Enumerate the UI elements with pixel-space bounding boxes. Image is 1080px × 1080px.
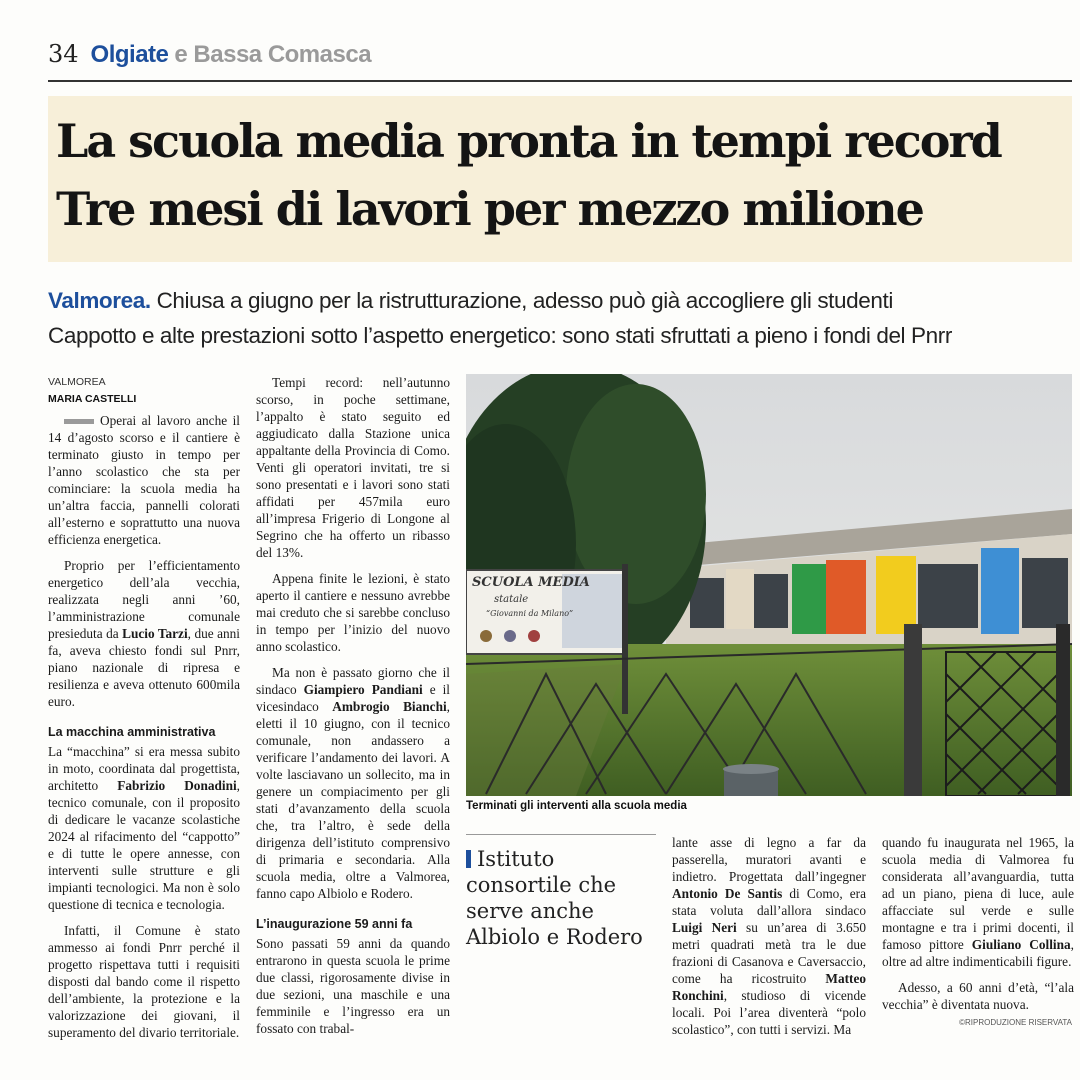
sign-name: “Giovanni da Milano”	[486, 609, 574, 618]
person-name: Giampiero Pandiani	[303, 682, 423, 697]
page-number: 34	[48, 40, 79, 68]
person-name: Luigi Neri	[672, 920, 737, 935]
pullquote-rule	[466, 834, 656, 835]
lead-bar	[64, 419, 94, 424]
headline-box	[48, 96, 1072, 262]
subheadline-text-1: Chiusa a giugno per la ristrutturazione, adesso può già accogliere gli studenti	[150, 288, 893, 313]
section-title[interactable]: Olgiate	[90, 41, 169, 68]
dateline-place: VALMOREA	[48, 376, 106, 388]
byline-author: MARIA CASTELLI	[48, 393, 137, 405]
section-header	[48, 40, 371, 76]
article-column-3	[672, 834, 866, 1038]
photo-caption: Terminati gli interventi alla scuola media	[466, 800, 687, 812]
pullquote-text: Istituto consortile che serve anche Albiolo e Rodero	[466, 847, 643, 949]
school-photo[interactable]	[466, 374, 1072, 796]
paragraph: lante asse di legno a far da passerella, muratori avanti e indietro. Progettata dall’ingegner Antonio De Santis di Como, era stata voluta dall’allora sindaco Luigi Neri su un’area di 3.650 metri quadrati metà tra le due frazioni di Casanova e Caversaccio, come ha ricostruito Matteo Ronchini, studioso di vicende locali. Poi l’area diventerà “polo scolastico”, con tutti i servizi. Ma	[672, 835, 866, 1037]
article-column-1	[48, 374, 240, 1041]
paragraph: La “macchina” si era messa subito in moto, coordinata dal progettista, architetto Fabrizio Donadini, tecnico comunale, con il proposito di dedicare le vacanze scolastiche 2024 al rifacimento del “cappotto” e di tutte le opere annesse, con interventi sulle strutture e gli impianti tecnologici. Ma non è solo questione di tecnica e tecnologia.	[48, 744, 240, 912]
sign-sub: statale	[494, 594, 529, 605]
paragraph: Sono passati 59 anni da quando entrarono in questa scuola le prime due classi, rigorosamente divise in due sezioni, una maschile e una femminile e l’ingresso era un fossato con trabal-	[256, 936, 450, 1036]
subhead: La macchina amministrativa	[48, 725, 216, 739]
subheadline-line-2: Cappotto e alte prestazioni sotto l’aspetto energetico: sono stati sfruttati a pieno i fondi del Pnrr	[48, 323, 952, 348]
pullquote	[466, 846, 656, 950]
headline-line-2: Tre mesi di lavori per mezzo milione	[56, 182, 923, 236]
article-column-2	[256, 374, 450, 1037]
paragraph: Operai al lavoro anche il 14 d’agosto scorso e il cantiere è terminato giusto in tempo per l’anno scolastico che sta per cominciare: la scuola media ha un’altra faccia, pannelli colorati all’esterno e soprattutto una nuova efficienza energetica.	[48, 413, 240, 547]
paragraph: Adesso, a 60 anni d’età, “l’ala vecchia” è diventata nuova.	[882, 980, 1074, 1012]
paragraph: quando fu inaugurata nel 1965, la scuola media di Valmorea fu considerata all’avanguardia, tutta ad un piano, piena di luce, aule affacciate sul verde e sulle montagne e tra i primi docenti, il famoso pittore Giuliano Collina, oltre ad altre indimenticabili figure.	[882, 835, 1074, 969]
paragraph: Tempi record: nell’autunno scorso, in poche settimane, l’appalto è stato seguito ed aggiudicato dalla Stazione unica appaltante della Provincia di Como. Venti gli operatori invitati, tre si sono presentati e i lavori sono stati affidati per 457mila euro all’impresa Frigerio di Longone al Segrino che ha offerto un ribasso del 13%.	[256, 375, 450, 560]
paragraph: Appena finite le lezioni, è stato aperto il cantiere e nessuno avrebbe mai creduto che si sarebbe concluso in tempo per l’inizio del nuovo anno scolastico.	[256, 571, 450, 654]
subheadline-line-1	[48, 288, 1072, 314]
headline-line-1: La scuola media pronta in tempi record	[56, 114, 1001, 168]
paragraph: Infatti, il Comune è stato ammesso ai fondi Pnrr perché il progetto rispettava tutti i requisiti disposti dal bando come il rispetto dell’ambiente, la protezione e la valorizzazione dei giovani, il superamento del divario territoriale.	[48, 923, 240, 1040]
article-column-4	[882, 834, 1074, 1013]
kicker: Valmorea.	[48, 288, 151, 313]
pullquote-bar	[466, 850, 471, 868]
paragraph: Ma non è passato giorno che il sindaco Giampiero Pandiani e il vicesindaco Ambrogio Bianchi, eletti il 10 giugno, con il tecnico comunale, non andassero a verificare l’andamento dei lavori. A volte lasciavano un sollecito, ma in genere un compiacimento per gli stati d’avanzamento della scuola che, tra l’altro, è sede della dirigenza dell’istituto comprensivo di primaria e secondaria. Alla scuola media, oltre a Valmorea, fanno capo Albiolo e Rodero.	[256, 665, 450, 901]
person-name: Giuliano Collina	[971, 937, 1071, 952]
header-rule	[48, 80, 1072, 82]
copyright-notice: ©RIPRODUZIONE RISERVATA	[959, 1018, 1072, 1027]
paragraph: Proprio per l’efficientamento energetico dell’ala vecchia, realizzata negli anni ’60, l’amministrazione comunale presieduta da Lucio Tarzi, due anni fa, aveva chiesto fondi sul Pnrr, piano nazionale di ripresa e resilienza e aveva ottenuto 600mila euro.	[48, 558, 240, 709]
sign-title: SCUOLA MEDIA	[472, 575, 590, 590]
person-name: Lucio Tarzi	[122, 626, 188, 641]
person-name: Ambrogio Bianchi	[332, 699, 447, 714]
person-name: Fabrizio Donadini	[117, 778, 237, 793]
person-name: Antonio De Santis	[672, 886, 783, 901]
person-name: Matteo Ronchini	[672, 971, 866, 1003]
section-subtitle: e Bassa Comasca	[174, 41, 372, 68]
subhead: L’inaugurazione 59 anni fa	[256, 917, 413, 931]
